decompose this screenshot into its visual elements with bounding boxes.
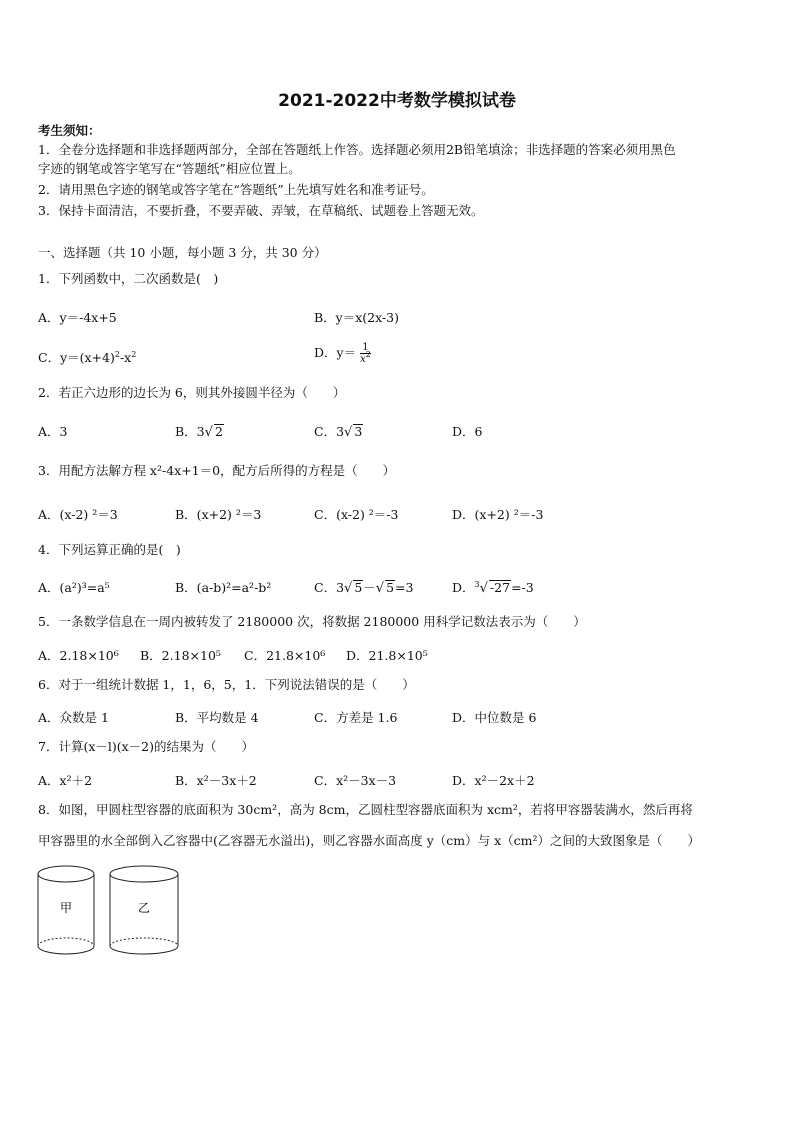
- sqrt-sign: √: [344, 425, 353, 440]
- option-b: B．y＝x(2x-3): [314, 310, 400, 325]
- radicand: 5: [354, 580, 363, 595]
- question-stem: 5．一条数学信息在一周内被转发了 2180000 次，将数据 2180000 用科学记数法表示为（ ）: [38, 614, 586, 629]
- cube-root-sign: √: [479, 581, 488, 596]
- option-c: C．x²－3x－3: [314, 773, 397, 788]
- section-heading: 一、选择题（共 10 小题，每小题 3 分，共 30 分）: [38, 245, 327, 260]
- radicand: 2: [214, 424, 223, 439]
- option-c: C．3√ 5－√ 5=3: [314, 580, 414, 596]
- option-d: D．$^3$√ -27=-3: [452, 580, 534, 596]
- page-title: 2021-2022中考数学模拟试卷: [278, 91, 516, 111]
- option-d: [314, 342, 371, 365]
- cylinders-figure: [36, 860, 186, 960]
- exponent: 2: [114, 350, 120, 359]
- sqrt-sign: √: [344, 581, 353, 596]
- option-a: A．众数是 1: [38, 710, 109, 725]
- option-d-text: D．y＝: [314, 345, 357, 360]
- option-c: [38, 348, 136, 366]
- option-b: B．3√ 2: [175, 424, 223, 440]
- option-c-text: -x: [119, 350, 132, 365]
- option-b: B．2.18×10⁵: [140, 648, 221, 663]
- label-jia: 甲: [59, 901, 73, 915]
- option-c: C．(x-2) ²＝-3: [314, 507, 399, 522]
- fraction-denominator: $x^2$: [360, 350, 371, 365]
- option-c: C．21.8×10⁶: [244, 648, 326, 663]
- option-d: D．6: [452, 424, 483, 439]
- notes-item: 3．保持卡面清洁，不要折叠，不要弄破、弄皱，在草稿纸、试题卷上答题无效。: [38, 203, 484, 218]
- label-yi: 乙: [137, 901, 151, 915]
- option-d: D．中位数是 6: [452, 710, 537, 725]
- radicand: 3: [354, 424, 363, 439]
- notes-item: 1．全卷分选择题和非选择题两部分，全部在答题纸上作答。选择题必须用2B铅笔填涂；非选择题的答案必须用黑色: [38, 142, 676, 157]
- exponent: 2: [131, 350, 137, 359]
- question-stem: 6．对于一组统计数据 1，1，6，5，1．下列说法错误的是（ ）: [38, 677, 415, 692]
- option-a: A．y＝-4x+5: [38, 310, 117, 325]
- option-a: A．(a²)³=a⁵: [38, 580, 110, 595]
- option-a: A．(x-2) ²＝3: [38, 507, 118, 522]
- question-stem: 8．如图，甲圆柱型容器的底面积为 30cm²，高为 8cm，乙圆柱型容器底面积为 xcm²，若将甲容器装满水，然后再将: [38, 802, 693, 817]
- option-d: D．x²－2x＋2: [452, 773, 535, 788]
- notes-heading: 考生须知：: [38, 123, 101, 138]
- question-stem: 甲容器里的水全部倒入乙容器中(乙容器无水溢出)，则乙容器水面高度 y（cm）与 x（cm²）之间的大致图象是（ ）: [38, 833, 701, 848]
- option-c: C．3√ 3: [314, 424, 363, 440]
- radicand: -27: [489, 580, 511, 595]
- sqrt-sign: √: [204, 425, 213, 440]
- option-c-text: C．y＝(x+4): [38, 350, 115, 365]
- sqrt-sign: √: [375, 581, 385, 596]
- radicand: 5: [386, 580, 395, 595]
- question-stem: 7．计算(x－l)(x－2)的结果为（ ）: [38, 739, 255, 754]
- question-stem: 4．下列运算正确的是( ): [38, 542, 181, 557]
- notes-item: 字迹的钢笔或答字笔写在“答题纸”相应位置上。: [38, 161, 301, 176]
- option-a: A．2.18×10⁶: [38, 648, 119, 663]
- option-d: D．21.8×10⁵: [346, 648, 428, 663]
- fraction: [360, 342, 371, 365]
- option-a: A．3: [38, 424, 68, 439]
- option-c: C．方差是 1.6: [314, 710, 398, 725]
- question-stem: 3．用配方法解方程 x²-4x+1＝0，配方后所得的方程是（ ）: [38, 463, 396, 478]
- root-index: 3: [474, 580, 480, 589]
- question-stem: 1．下列函数中，二次函数是( ): [38, 271, 219, 286]
- notes-item: 2．请用黑色字迹的钢笔或答字笔在“答题纸”上先填写姓名和准考证号。: [38, 182, 434, 197]
- option-b: B．(a-b)²=a²-b²: [175, 580, 272, 595]
- option-b: B．x²－3x＋2: [175, 773, 257, 788]
- option-a: A．x²＋2: [38, 773, 93, 788]
- option-b: B．平均数是 4: [175, 710, 259, 725]
- option-d: D．(x+2) ²＝-3: [452, 507, 544, 522]
- option-b: B．(x+2) ²＝3: [175, 507, 262, 522]
- question-stem: 2．若正六边形的边长为 6，则其外接圆半径为（ ）: [38, 385, 346, 400]
- fraction-numerator: 1: [362, 342, 369, 353]
